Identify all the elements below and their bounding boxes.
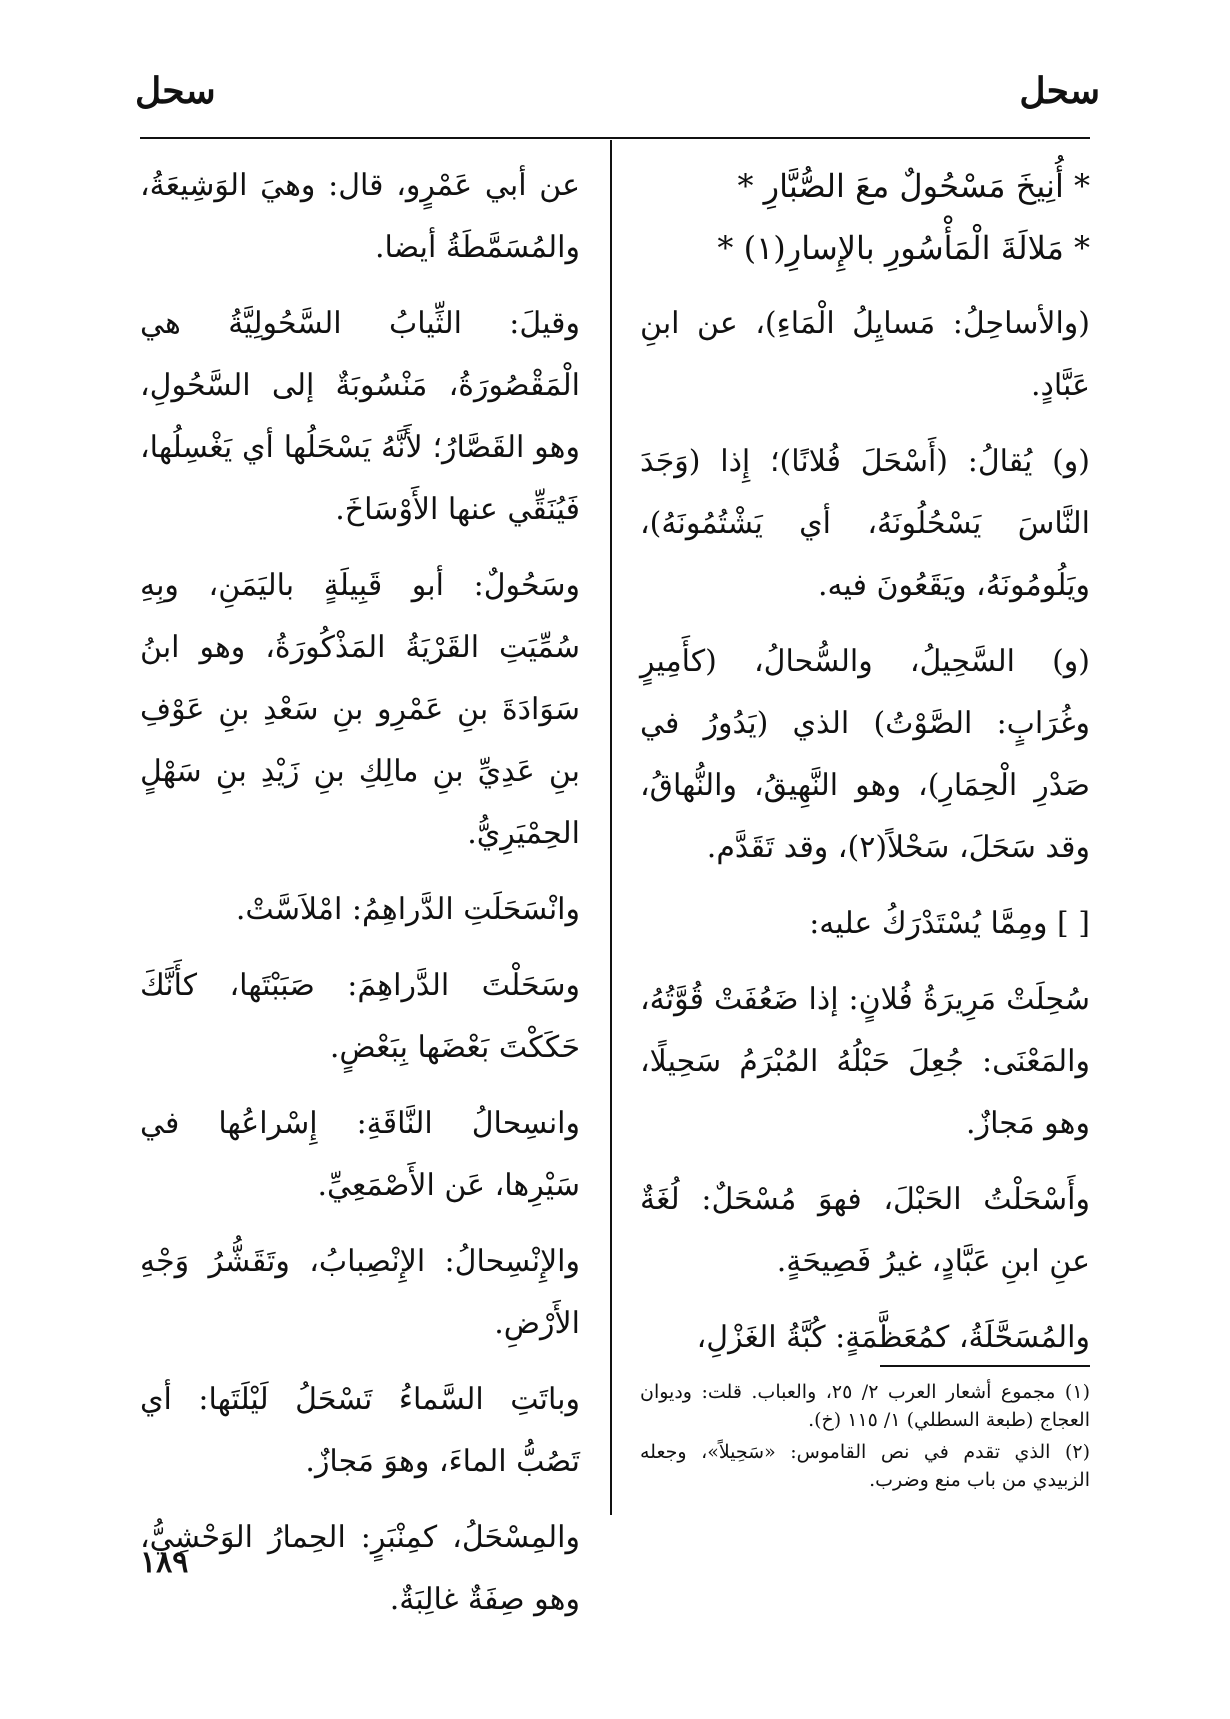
entry-paragraph: عن أبي عَمْرٍو، قال: وهيَ الوَشِيعَةُ، والمُسَمَّطَةُ أيضا. <box>140 168 580 265</box>
header-rule <box>140 137 1090 139</box>
entry-paragraph: (والأساحِلُ: مَسايِلُ الْمَاءِ)، عن ابنِ عَبَّادٍ. <box>640 306 1090 403</box>
verse-line: * مَلالَةَ الْمَأْسُورِ بالإِسارِ(١) * <box>717 229 1090 267</box>
entry-paragraph: والمُسَحَّلَةُ، كمُعَظَّمَةٍ: كُبَّةُ الغَزْلِ، <box>696 1320 1090 1355</box>
entry-paragraph: سُحِلَتْ مَرِيرَةُ فُلانٍ: إذا ضَعُفَتْ قُوَّتُهُ، والمَعْنَى: جُعِلَ حَبْلُهُ المُبْرَمُ سَحِيلًا، وهو مَجازٌ. <box>640 982 1090 1141</box>
left-column <box>140 155 580 1645</box>
entry-paragraph: والمِسْحَلُ، كمِنْبَرٍ: الحِمارُ الوَحْشِيُّ، وهو صِفَةٌ غالِبَةٌ. <box>140 1520 580 1617</box>
entry-paragraph: وقيلَ: الثِّيابُ السَّحُولِيَّةُ هي الْمَقْصُورَةُ، مَنْسُوبَةٌ إلى السَّحُولِ، وهو القَصَّارُ؛ لأَنَّهُ يَسْحَلُها أي يَغْسِلُها، فَيُنَقِّي عنها الأَوْسَاخَ. <box>140 306 580 527</box>
entry-paragraph: والإِنْسِحالُ: الإِنْصِبابُ، وتَقَشُّرُ وَجْهِ الأَرْضِ. <box>140 1244 580 1341</box>
column-divider <box>610 140 612 1515</box>
right-column <box>640 155 1090 1383</box>
verse-line: * أُنِيخَ مَسْحُولٌ معَ الصُّبَّارِ * <box>737 167 1090 205</box>
running-header-right: سحل <box>1019 70 1100 112</box>
footnote: (١) مجموع أشعار العرب ٢/ ٢٥، والعباب. قلت: وديوان العجاج (طبعة السطلي) ١/ ١١٥ (خ). <box>640 1381 1090 1431</box>
entry-paragraph: وانسِحالُ النَّاقَةِ: إِسْراعُها في سَيْرِها، عَن الأَصْمَعِيِّ. <box>140 1106 580 1203</box>
entry-paragraph: وسَحُولٌ: أبو قَبِيلَةٍ باليَمَنِ، وبِهِ سُمِّيَتِ القَرْيَةُ المَذْكُورَةُ، وهو ابنُ سَوَادَةَ بنِ عَمْرِو بنِ سَعْدِ بنِ عَوْفِ بنِ عَدِيِّ بنِ مالِكِ بنِ زَيْدِ بنِ سَهْلٍ الحِمْيَرِيُّ. <box>140 568 580 851</box>
entry-paragraph: وأَسْحَلْتُ الحَبْلَ، فهوَ مُسْحَلٌ: لُغَةٌ عنِ ابنِ عَبَّادٍ، غيرُ فَصِيحَةٍ. <box>640 1182 1090 1279</box>
entry-paragraph: وباتَتِ السَّماءُ تَسْحَلُ لَيْلَتَها: أي تَصُبُّ الماءَ، وهوَ مَجازٌ. <box>140 1382 580 1479</box>
page-number: ١٨٩ <box>140 1545 189 1580</box>
entry-paragraph: وانْسَحَلَتِ الدَّراهِمُ: امْلاَسَّتْ. <box>235 892 580 927</box>
footnote-rule <box>880 1365 1090 1367</box>
entry-paragraph: وسَحَلْتَ الدَّراهِمَ: صَبَبْتَها، كأَنَّكَ حَكَكْتَ بَعْضَها بِبَعْضٍ. <box>140 968 580 1065</box>
entry-paragraph: (و) السَّحِيلُ، والسُّحالُ، (كأَمِيرٍ وغُرَابٍ: الصَّوْتُ) الذي (يَدُورُ في صَدْرِ الْحِمَارِ)، وهو النَّهِيقُ، والنُّهاقُ، وقد سَحَلَ، سَحْلاً(٢)، وقد تَقَدَّم. <box>640 644 1090 865</box>
addendum-heading: [ ] ومِمَّا يُسْتَدْرَكُ عليه: <box>809 906 1090 941</box>
entry-paragraph: (و) يُقالُ: (أَسْحَلَ فُلانًا)؛ إِذا (وَجَدَ النَّاسَ يَسْحُلُونَهُ، أي يَشْتُمُونَهُ)، ويَلُومُونَهُ، ويَقَعُونَ فيه. <box>640 444 1090 603</box>
running-header-left: سحل <box>135 70 216 112</box>
footnotes <box>640 1378 1090 1498</box>
footnote: (٢) الذي تقدم في نص القاموس: «سَحِيلاً»، وجعله الزبيدي من باب منع وضرب. <box>640 1441 1090 1491</box>
